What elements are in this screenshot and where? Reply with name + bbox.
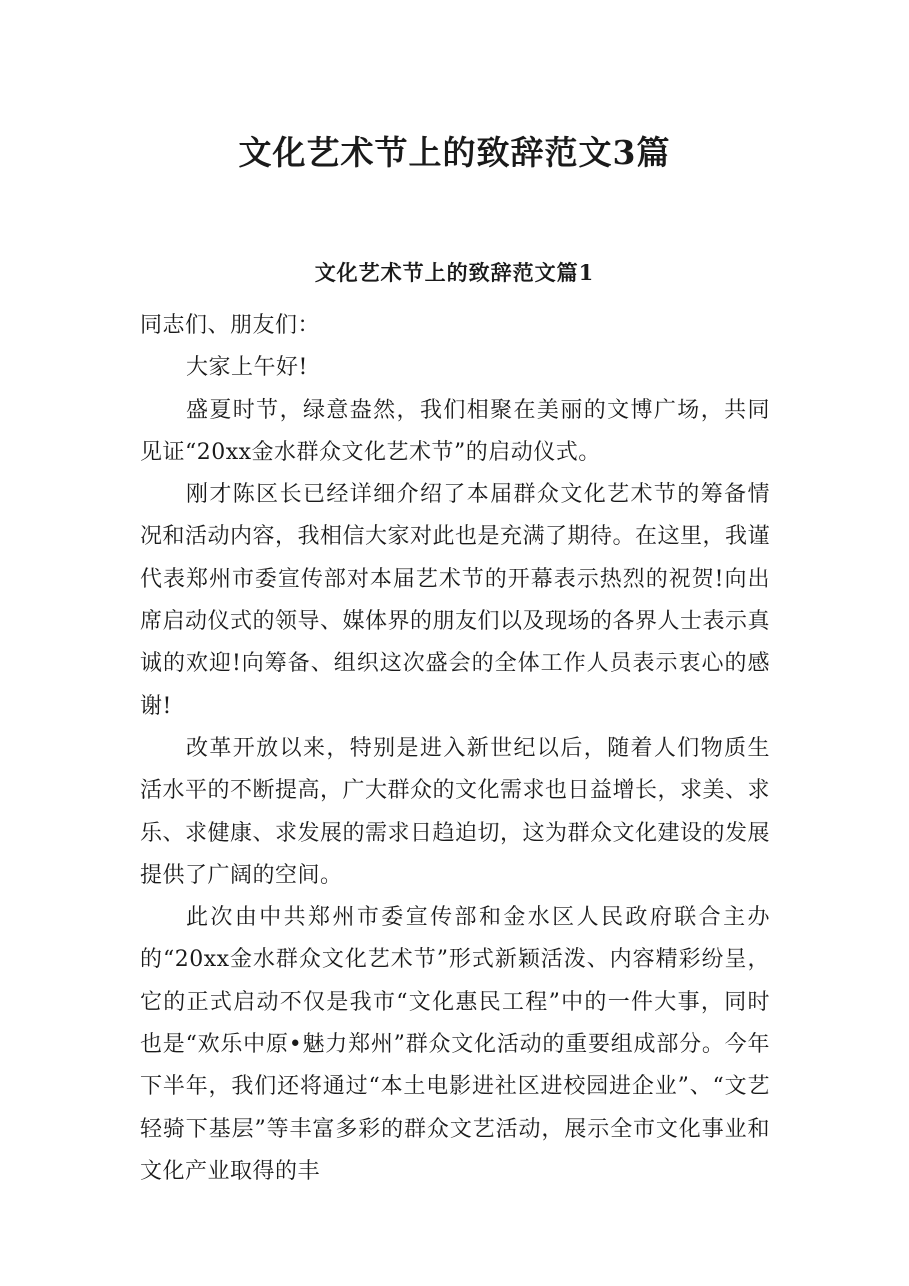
paragraph-thanks: 刚才陈区长已经详细介绍了本届群众文化艺术节的筹备情况和活动内容，我相信大家对此也是充满了期待。在这里，我谨代表郑州市委宣传部对本届艺术节的开幕表示热烈的祝贺!向出席启动仪式的领导、媒体界的朋友们以及现场的各界人士表示真诚的欢迎!向筹备、组织这次盛会的全体工作人员表示衷心的感谢!	[140, 482, 771, 719]
document-body	[140, 305, 770, 1193]
paragraph-background: 改革开放以来，特别是进入新世纪以后，随着人们物质生活水平的不断提高，广大群众的文化需求也日益增长，求美、求乐、求健康、求发展的需求日趋迫切，这为群众文化建设的发展提供了广阔的空间。	[140, 735, 771, 888]
paragraph-opening: 盛夏时节，绿意盎然，我们相聚在美丽的文博广场，共同见证“20xx金水群众文化艺术节”的启动仪式。	[140, 397, 770, 465]
section-title: 文化艺术节上的致辞范文篇1	[314, 260, 595, 285]
document-title: 文化艺术节上的致辞范文3篇	[238, 133, 671, 172]
salutation: 同志们、朋友们：	[140, 313, 321, 338]
paragraph-event-details: 此次由中共郑州市委宣传部和金水区人民政府联合主办的“20xx金水群众文化艺术节”形式新颖活泼、内容精彩纷呈，它的正式启动不仅是我市“文化惠民工程”中的一件大事，同时也是“欢乐中原•魅力郑州”群众文化活动的重要组成部分。今年下半年，我们还将通过“本土电影进社区进校园进企业”、“文艺轻骑下基层”等丰富多彩的群众文艺活动，展示全市文化事业和文化产业取得的丰	[140, 905, 770, 1184]
paragraph-greeting: 大家上午好!	[186, 355, 308, 381]
